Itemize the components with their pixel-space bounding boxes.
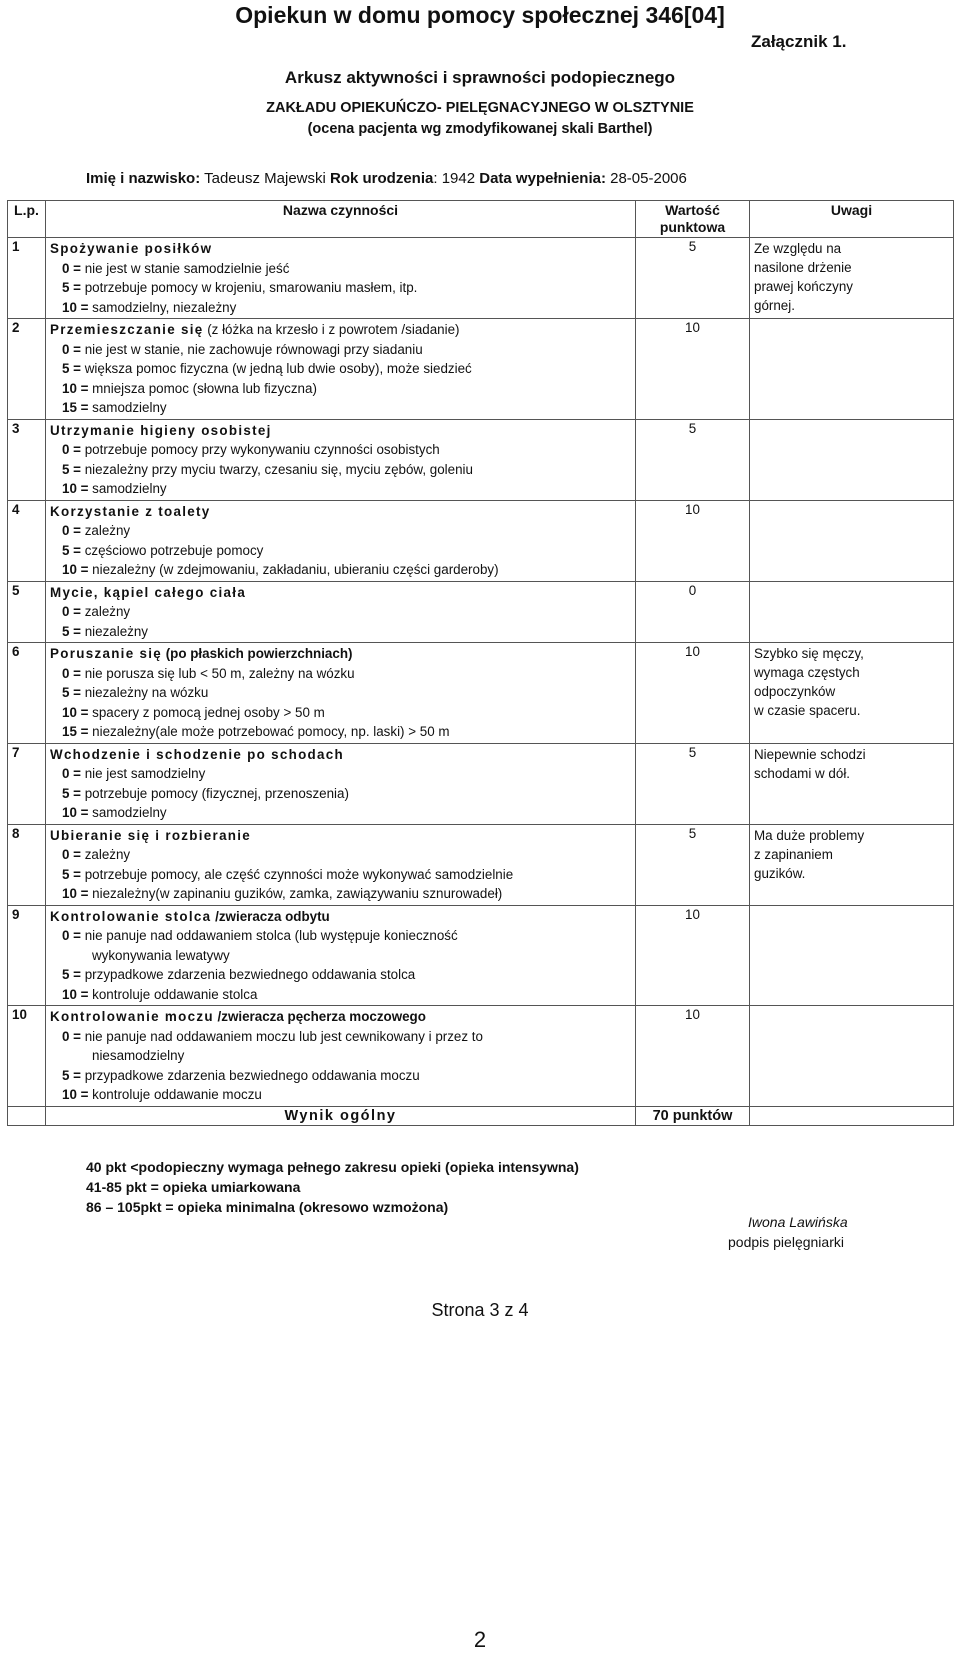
patient-name-value: Tadeusz Majewski xyxy=(204,170,326,187)
row-number: 10 xyxy=(8,1006,46,1107)
option-text: samodzielny xyxy=(88,805,167,820)
note-line: guzików. xyxy=(754,865,806,881)
header-activity: Nazwa czynności xyxy=(46,201,636,238)
signature-name: Iwona Lawińska xyxy=(748,1214,848,1230)
activity-title xyxy=(50,583,631,603)
score-value: 10 xyxy=(636,500,750,581)
scoring-option xyxy=(50,379,631,399)
option-key: 10 = xyxy=(62,1087,89,1102)
activity-qualifier: (po płaskich powierzchniach) xyxy=(161,646,353,661)
scoring-option xyxy=(50,703,631,723)
scoring-option xyxy=(50,1085,631,1105)
note-line: odpoczynków xyxy=(754,684,836,699)
option-text: potrzebuje pomocy w krojeniu, smarowaniu masłem, itp. xyxy=(81,280,418,295)
activity-title xyxy=(50,502,631,522)
activity-title xyxy=(50,826,631,846)
row-number: 8 xyxy=(8,824,46,905)
scoring-option xyxy=(50,865,631,885)
barthel-table xyxy=(7,200,954,1126)
option-key: 10 = xyxy=(62,886,89,901)
scoring-option xyxy=(50,985,631,1005)
scoring-option xyxy=(50,764,631,784)
table-row xyxy=(8,581,954,643)
table-row xyxy=(8,238,954,319)
option-key: 10 = xyxy=(62,380,89,396)
page-number-label: Strona 3 z 4 xyxy=(431,1300,529,1320)
birth-year-value: : 1942 xyxy=(433,170,476,187)
scoring-option xyxy=(50,259,631,279)
option-key: 5 = xyxy=(62,461,81,477)
page-header-title: Opiekun w domu pomocy społecznej 346[04] xyxy=(235,2,725,28)
activity-name: Kontrolowanie stolca xyxy=(50,908,212,924)
activity-name: Kontrolowanie moczu xyxy=(50,1009,214,1024)
footer-page-number: 2 xyxy=(473,1627,487,1652)
notes-cell xyxy=(750,500,954,581)
birth-year-label: Rok urodzenia xyxy=(330,170,434,187)
activity-cell xyxy=(46,1006,636,1107)
activity-cell xyxy=(46,238,636,319)
row-number: 9 xyxy=(8,905,46,1006)
activity-title xyxy=(50,907,631,927)
option-text: częściowo potrzebuje pomocy xyxy=(81,542,264,558)
option-text: niezależny xyxy=(81,623,148,639)
score-value: 5 xyxy=(636,419,750,500)
option-text: zależny xyxy=(81,847,131,862)
option-key: 0 = xyxy=(62,442,81,457)
scoring-option xyxy=(50,479,631,499)
note-line: Ze względu na xyxy=(754,241,842,256)
option-text: zależny xyxy=(81,523,131,538)
scoring-option xyxy=(50,803,631,823)
patient-name-label: Imię i nazwisko: xyxy=(86,170,201,187)
total-empty-cell xyxy=(8,1106,46,1125)
note-line: schodami w dół. xyxy=(754,765,851,781)
score-value: 10 xyxy=(636,319,750,420)
scoring-option xyxy=(50,784,631,804)
activity-cell xyxy=(46,743,636,824)
option-key: 5 = xyxy=(62,280,81,295)
option-text: niezależny(ale może potrzebować pomocy, np. laski) > 50 m xyxy=(88,724,450,739)
option-key: 0 = xyxy=(62,665,81,681)
annex-label: Załącznik 1. xyxy=(751,32,847,51)
activity-qualifier: (z łóżka na krzesło i z powrotem /siadanie) xyxy=(203,322,460,337)
note-line: górnej. xyxy=(754,298,795,313)
option-text: mniejsza pomoc (słowna lub fizyczna) xyxy=(88,380,317,396)
activity-name: Utrzymanie higieny osobistej xyxy=(50,422,272,438)
option-key: 10 = xyxy=(62,562,89,577)
option-text: kontroluje oddawanie stolca xyxy=(88,986,258,1002)
legend-item: 86 – 105pkt = opieka minimalna (okresowo wzmożona) xyxy=(86,1199,449,1215)
table-row xyxy=(8,643,954,744)
score-value: 5 xyxy=(636,238,750,319)
option-key: 0 = xyxy=(62,1028,81,1044)
scoring-option xyxy=(50,460,631,480)
option-text: samodzielny, niezależny xyxy=(88,299,237,315)
note-line: w czasie spaceru. xyxy=(754,703,861,718)
option-text: samodzielny xyxy=(88,400,167,415)
score-value: 10 xyxy=(636,1006,750,1107)
form-subtitle: (ocena pacjenta wg zmodyfikowanej skali Barthel) xyxy=(307,121,653,137)
activity-name: Poruszanie się xyxy=(50,646,162,661)
signature-role: podpis pielęgniarki xyxy=(728,1234,844,1250)
activity-qualifier: /zwieracza odbytu xyxy=(211,908,330,924)
scoring-option xyxy=(50,845,631,865)
score-value: 5 xyxy=(636,743,750,824)
header-score xyxy=(636,201,750,238)
option-text: nie panuje nad oddawaniem moczu lub jest cewnikowany i przez to xyxy=(81,1028,483,1044)
option-key: 10 = xyxy=(62,481,89,496)
note-line: prawej kończyny xyxy=(754,279,853,294)
option-key: 0 = xyxy=(62,766,81,781)
activity-name: Korzystanie z toalety xyxy=(50,503,211,519)
option-key: 0 = xyxy=(62,928,81,943)
header-notes: Uwagi xyxy=(750,201,954,238)
table-row xyxy=(8,500,954,581)
scoring-option xyxy=(50,521,631,541)
row-number: 6 xyxy=(8,643,46,744)
form-title: Arkusz aktywności i sprawności podopiecznego xyxy=(284,68,676,87)
activity-qualifier: /zwieracza pęcherza moczowego xyxy=(213,1009,426,1024)
patient-info xyxy=(86,170,687,187)
notes-cell xyxy=(750,1006,954,1107)
option-text: spacery z pomocą jednej osoby > 50 m xyxy=(88,704,325,720)
option-key: 0 = xyxy=(62,260,81,276)
option-text: niezależny na wózku xyxy=(81,685,209,700)
option-text: nie jest w stanie samodzielnie jeść xyxy=(81,260,290,276)
option-text-continued: wykonywania lewatywy xyxy=(92,947,230,963)
notes-cell xyxy=(750,238,954,319)
score-legend xyxy=(86,1157,579,1217)
option-key: 0 = xyxy=(62,604,81,619)
scoring-option xyxy=(50,664,631,684)
scoring-option xyxy=(50,622,631,642)
notes-cell xyxy=(750,824,954,905)
option-text: samodzielny xyxy=(88,481,167,496)
row-number: 2 xyxy=(8,319,46,420)
scoring-option xyxy=(50,602,631,622)
option-text: niezależny (w zdejmowaniu, zakładaniu, ubieraniu części garderoby) xyxy=(88,562,499,577)
scoring-option xyxy=(50,884,631,904)
header-score-line1: Wartość xyxy=(665,202,720,218)
option-text: nie jest samodzielny xyxy=(81,766,206,781)
option-key: 5 = xyxy=(62,685,81,700)
option-key: 15 = xyxy=(62,724,89,739)
option-text: przypadkowe zdarzenia bezwiednego oddawania moczu xyxy=(81,1067,420,1083)
note-line: z zapinaniem xyxy=(754,846,833,862)
activity-name: Wchodzenie i schodzenie po schodach xyxy=(50,746,345,762)
total-notes-cell xyxy=(750,1106,954,1125)
activity-cell xyxy=(46,643,636,744)
scoring-option xyxy=(50,722,631,742)
option-key: 5 = xyxy=(62,785,81,801)
option-key: 5 = xyxy=(62,1067,81,1083)
scoring-option xyxy=(50,965,631,985)
option-text: potrzebuje pomocy, ale część czynności może wykonywać samodzielnie xyxy=(81,866,514,882)
option-key: 10 = xyxy=(62,704,89,720)
activity-title xyxy=(50,320,631,340)
activity-cell xyxy=(46,905,636,1006)
header-score-line2: punktowa xyxy=(659,219,726,235)
scoring-option xyxy=(50,340,631,360)
option-text-continued: niesamodzielny xyxy=(92,1048,185,1063)
option-text: przypadkowe zdarzenia bezwiednego oddawania stolca xyxy=(81,967,416,982)
score-value: 0 xyxy=(636,581,750,643)
legend-item: 41-85 pkt = opieka umiarkowana xyxy=(86,1179,301,1195)
scoring-option xyxy=(50,398,631,418)
option-text: niezależny przy myciu twarzy, czesaniu się, myciu zębów, goleniu xyxy=(81,461,473,477)
table-row xyxy=(8,824,954,905)
total-row xyxy=(8,1106,954,1125)
notes-cell xyxy=(750,319,954,420)
score-value: 10 xyxy=(636,905,750,1006)
note-line: Szybko się męczy, xyxy=(754,646,864,661)
activity-cell xyxy=(46,319,636,420)
option-text: zależny xyxy=(81,604,131,619)
option-key: 5 = xyxy=(62,361,81,376)
activity-name: Spożywanie posiłków xyxy=(50,241,213,256)
activity-title xyxy=(50,239,631,259)
option-text: większa pomoc fizyczna (w jedną lub dwie osoby), może siedzieć xyxy=(81,361,472,376)
option-text: niezależny(w zapinaniu guzików, zamka, zawiązywaniu sznurowadeł) xyxy=(88,886,503,901)
fill-date-value: 28-05-2006 xyxy=(610,170,687,187)
score-value: 10 xyxy=(636,643,750,744)
activity-title xyxy=(50,1007,631,1027)
row-number: 1 xyxy=(8,238,46,319)
note-line: Niepewnie schodzi xyxy=(754,746,866,762)
activity-title xyxy=(50,644,631,664)
table-row xyxy=(8,1006,954,1107)
activity-name: Mycie, kąpiel całego ciała xyxy=(50,584,247,600)
option-key: 10 = xyxy=(62,986,89,1002)
table-header-row xyxy=(8,201,954,238)
scoring-option xyxy=(50,440,631,460)
option-key: 5 = xyxy=(62,866,81,882)
notes-cell xyxy=(750,581,954,643)
note-line: nasilone drżenie xyxy=(754,260,852,275)
scoring-option xyxy=(50,1027,631,1066)
option-text: nie porusza się lub < 50 m, zależny na wózku xyxy=(81,665,355,681)
scoring-option xyxy=(50,560,631,580)
option-text: potrzebuje pomocy przy wykonywaniu czynności osobistych xyxy=(81,442,440,457)
activity-cell xyxy=(46,581,636,643)
option-key: 10 = xyxy=(62,299,89,315)
header-lp: L.p. xyxy=(8,201,46,238)
row-number: 7 xyxy=(8,743,46,824)
activity-name: Ubieranie się i rozbieranie xyxy=(50,827,252,843)
total-score: 70 punktów xyxy=(636,1106,750,1125)
option-key: 10 = xyxy=(62,805,89,820)
row-number: 4 xyxy=(8,500,46,581)
option-key: 5 = xyxy=(62,623,81,639)
legend-item: 40 pkt <podopieczny wymaga pełnego zakresu opieki (opieka intensywna) xyxy=(86,1159,579,1175)
scoring-option xyxy=(50,1066,631,1086)
option-text: nie jest w stanie, nie zachowuje równowagi przy siadaniu xyxy=(81,341,423,357)
option-key: 0 = xyxy=(62,847,81,862)
scoring-option xyxy=(50,926,631,965)
activity-title xyxy=(50,745,631,765)
scoring-option xyxy=(50,359,631,379)
table-row xyxy=(8,905,954,1006)
notes-cell xyxy=(750,419,954,500)
activity-cell xyxy=(46,419,636,500)
notes-cell xyxy=(750,643,954,744)
note-line: Ma duże problemy xyxy=(754,827,865,843)
scoring-option xyxy=(50,298,631,318)
option-key: 5 = xyxy=(62,967,81,982)
activity-name: Przemieszczanie się xyxy=(50,322,204,337)
option-key: 5 = xyxy=(62,542,81,558)
activity-cell xyxy=(46,824,636,905)
table-row xyxy=(8,319,954,420)
activity-cell xyxy=(46,500,636,581)
notes-cell xyxy=(750,905,954,1006)
total-label: Wynik ogólny xyxy=(46,1106,636,1125)
option-key: 15 = xyxy=(62,400,89,415)
table-row xyxy=(8,743,954,824)
row-number: 3 xyxy=(8,419,46,500)
score-value: 5 xyxy=(636,824,750,905)
option-text: kontroluje oddawanie moczu xyxy=(88,1087,262,1102)
table-row xyxy=(8,419,954,500)
scoring-option xyxy=(50,541,631,561)
notes-cell xyxy=(750,743,954,824)
note-line: wymaga częstych xyxy=(754,665,860,680)
activity-title xyxy=(50,421,631,441)
option-key: 0 = xyxy=(62,341,81,357)
option-text: potrzebuje pomocy (fizycznej, przenoszenia) xyxy=(81,785,349,801)
option-key: 0 = xyxy=(62,523,81,538)
row-number: 5 xyxy=(8,581,46,643)
institution-name: ZAKŁADU OPIEKUŃCZO- PIELĘGNACYJNEGO W OLSZTYNIE xyxy=(266,100,694,116)
scoring-option xyxy=(50,278,631,298)
option-text: nie panuje nad oddawaniem stolca (lub występuje konieczność xyxy=(81,928,458,943)
fill-date-label: Data wypełnienia: xyxy=(479,170,606,187)
scoring-option xyxy=(50,683,631,703)
